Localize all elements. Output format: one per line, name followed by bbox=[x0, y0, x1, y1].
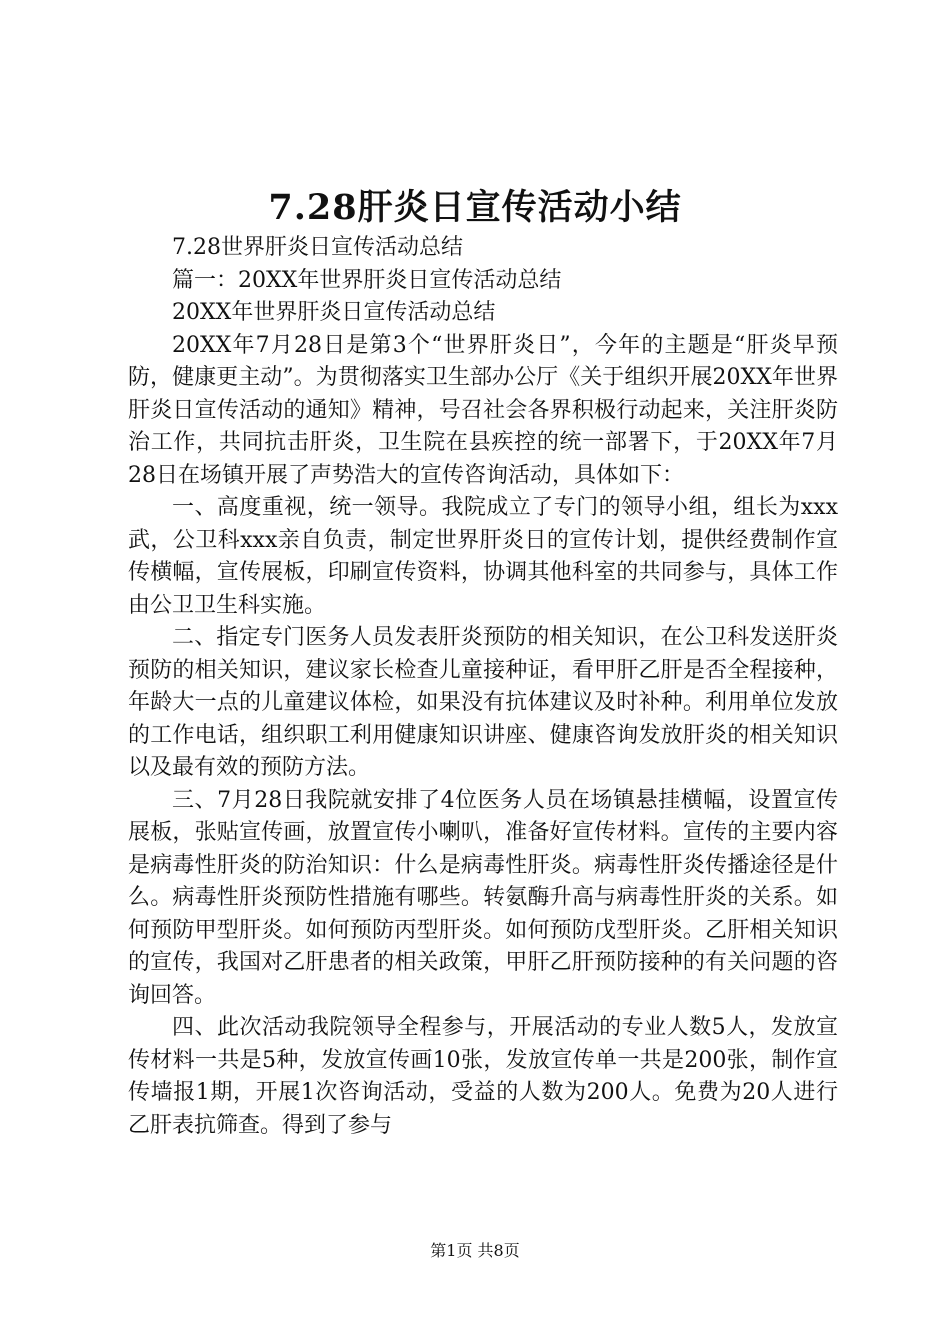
document-body bbox=[128, 232, 838, 1142]
subtitle-line: 篇一：20XX年世界肝炎日宣传活动总结 bbox=[172, 267, 562, 293]
body-paragraph: 一、高度重视，统一领导。我院成立了专门的领导小组，组长为xxx武，公卫科xxx亲自负责，制定世界肝炎日的宣传计划，提供经费制作宣传横幅，宣传展板，印刷宣传资料，协调其他科室的共同参与，具体工作由公卫卫生科实施。 bbox=[128, 495, 838, 618]
subtitle-line: 7.28世界肝炎日宣传活动总结 bbox=[172, 235, 463, 260]
body-paragraph: 20XX年7月28日是第3个“世界肝炎日”，今年的主题是“肝炎早预防，健康更主动”。为贯彻落实卫生部办公厅《关于组织开展20XX年世界肝炎日宣传活动的通知》精神，号召社会各界积极行动起来，关注肝炎防治工作，共同抗击肝炎，卫生院在县疾控的统一部署下，于20XX年7月28日在场镇开展了声势浩大的宣传咨询活动，具体如下： bbox=[128, 332, 838, 488]
page-indicator: 第1页 共8页 bbox=[430, 1241, 520, 1260]
document-title: 7.28肝炎日宣传活动小结 bbox=[268, 187, 682, 228]
body-paragraph: 四、此次活动我院领导全程参与，开展活动的专业人数5人，发放宣传材料一共是5种，发放宣传画10张，发放宣传单一共是200张，制作宣传墙报1期，开展1次咨询活动，受益的人数为200人。免费为20人进行乙肝表抗筛查。得到了参与 bbox=[128, 1015, 838, 1138]
body-paragraph: 二、指定专门医务人员发表肝炎预防的相关知识，在公卫科发送肝炎预防的相关知识，建议家长检查儿童接种证，看甲肝乙肝是否全程接种，年龄大一点的儿童建议体检，如果没有抗体建议及时补种。利用单位发放的工作电话，组织职工利用健康知识讲座、健康咨询发放肝炎的相关知识以及最有效的预防方法。 bbox=[128, 625, 838, 780]
body-paragraph: 三、7月28日我院就安排了4位医务人员在场镇悬挂横幅，设置宣传展板，张贴宣传画，放置宣传小喇叭，准备好宣传材料。宣传的主要内容是病毒性肝炎的防治知识：什么是病毒性肝炎。病毒性肝炎传播途径是什么。病毒性肝炎预防性措施有哪些。转氨酶升高与病毒性肝炎的关系。如何预防甲型肝炎。如何预防丙型肝炎。如何预防戊型肝炎。乙肝相关知识的宣传，我国对乙肝患者的相关政策，甲肝乙肝预防接种的有关问题的咨询回答。 bbox=[128, 787, 838, 1008]
subtitle-line: 20XX年世界肝炎日宣传活动总结 bbox=[172, 300, 496, 325]
